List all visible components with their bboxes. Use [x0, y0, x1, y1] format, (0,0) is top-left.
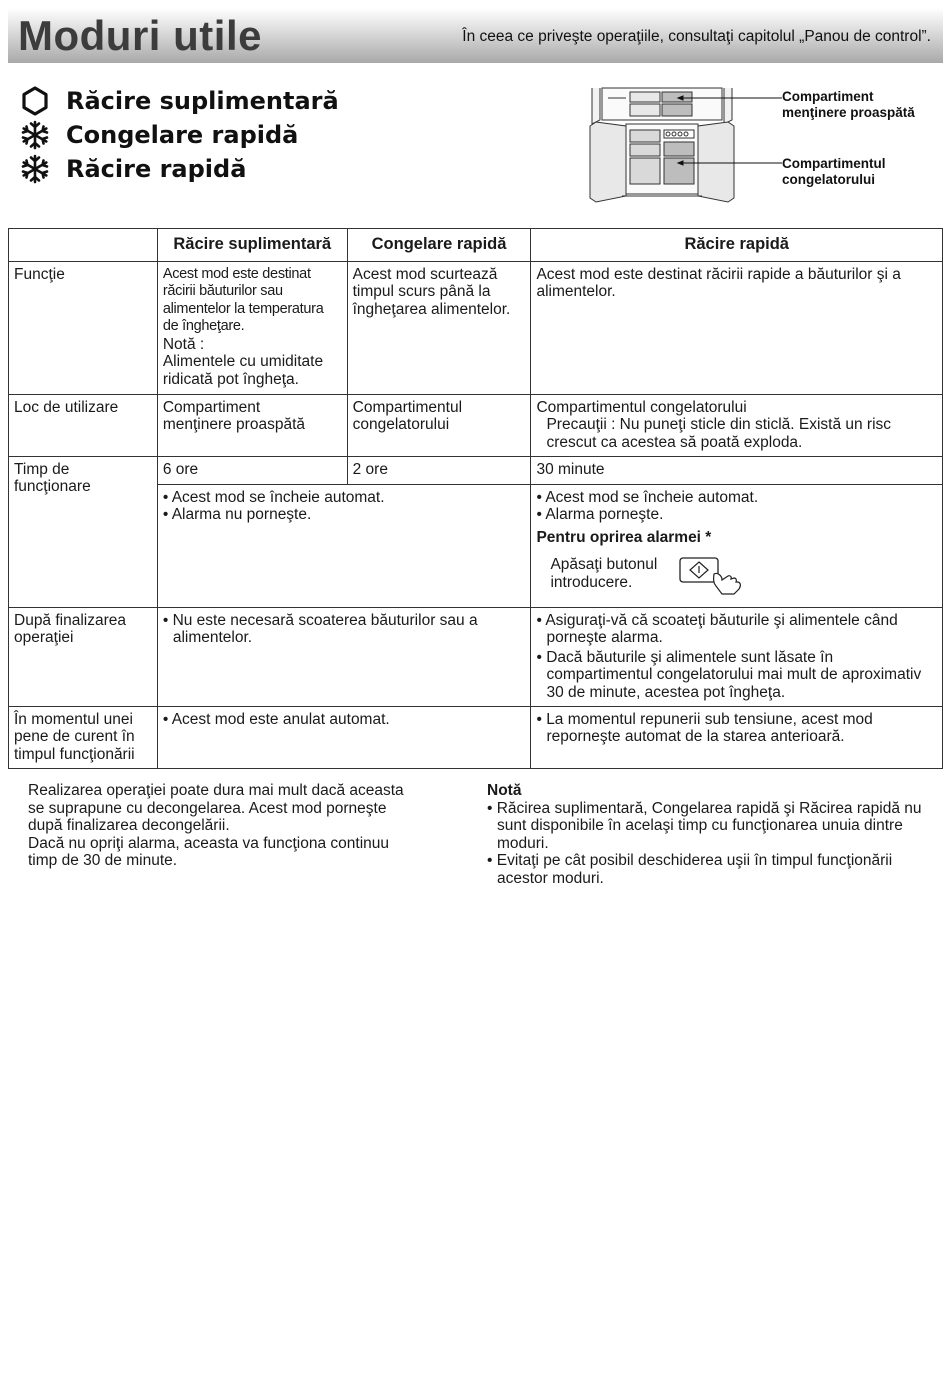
text-line: Acest mod este destinat [162, 265, 311, 282]
bottom-paragraph [28, 782, 448, 870]
note-block [487, 782, 942, 887]
text-line: funcţionare [14, 478, 91, 495]
cell-quick-freeze [347, 261, 531, 394]
mode-label: Congelare rapidă [66, 121, 299, 149]
bullet-item: • Nu este necesară scoaterea băuturilor sau a alimentelor. [163, 612, 526, 647]
cell-quick-cool [531, 607, 943, 706]
bullet-item: • Răcirea suplimentară, Congelarea rapidă şi Răcirea rapidă nu sunt disponibile în acelaşi timp cu funcţionarea unuia dintre moduri. [487, 800, 942, 853]
cell-shared [157, 706, 531, 768]
text-line: Apăsaţi butonul [550, 556, 658, 573]
callout-line: menţinere proaspătă [782, 105, 915, 120]
page-header [8, 8, 943, 63]
mode-label: Răcire suplimentară [66, 87, 339, 115]
text-line: îngheţarea alimentelor. [352, 300, 511, 318]
mode-quick-freeze [20, 118, 339, 152]
text-line: timpul scurs până la [352, 283, 491, 300]
callout-line: congelatorului [782, 172, 876, 187]
mode-list [20, 84, 339, 186]
callout-line: Compartimentul [782, 156, 886, 171]
table-row-power [9, 706, 943, 768]
text-line: Compartiment [162, 398, 261, 416]
table-row-location [9, 394, 943, 456]
text-line: După finalizarea [14, 611, 127, 629]
text-line: Realizarea operaţiei poate dura mai mult dacă aceasta [28, 782, 404, 799]
text-line: introducere. [550, 573, 633, 591]
text-line: Alimentele cu umiditate [162, 353, 324, 370]
bullet-item: • Alarma porneşte. [536, 506, 937, 524]
text-line: congelatorului [352, 416, 450, 433]
cell-quick-cool [531, 484, 943, 607]
callout-line: Compartiment [782, 89, 874, 104]
text-line: Compartimentul [352, 398, 463, 416]
fridge-diagram [586, 86, 786, 206]
table-header-row [9, 229, 943, 262]
cell-quick-cool [531, 706, 943, 768]
mode-label: Răcire rapidă [66, 155, 247, 183]
text-line: ridicată pot îngheţa. [162, 370, 299, 388]
table-header-empty [9, 229, 158, 262]
cell-extra-cooling: 6 ore [157, 456, 347, 484]
text-line: operaţiei [14, 629, 74, 646]
table-header: Congelare rapidă [347, 229, 531, 262]
snowflake-icon [20, 154, 52, 184]
table-header: Răcire suplimentară [157, 229, 347, 262]
table-row-after [9, 607, 943, 706]
bullet-item: • Dacă băuturile şi alimentele sunt lăsate în compartimentul congelatorului mai mult de aproximativ 30 de minute, acestea pot îngheţa. [536, 649, 937, 702]
cell-quick-freeze: 2 ore [347, 456, 531, 484]
bullet-item: • Alarma nu porneşte. [163, 506, 526, 524]
alarm-title: Pentru oprirea alarmei * [536, 528, 712, 546]
row-label: Funcţie [9, 261, 158, 394]
press-text [550, 556, 678, 591]
label-freezer-compartment [782, 156, 886, 188]
text-line: se suprapune cu decongelarea. Acest mod porneşte [28, 799, 387, 817]
cell-quick-cool: 30 minute [531, 456, 943, 484]
caution-text: Precauţii : Nu puneţi sticle din sticlă. Există un risc crescut ca acestea să poată exploda. [546, 416, 892, 451]
text-line: În momentul unei [14, 710, 133, 728]
row-label [9, 456, 158, 607]
row-label [9, 706, 158, 768]
page-title: Moduri utile [18, 12, 262, 59]
header-note: În ceea ce priveşte operaţiile, consultaţi capitolul „Panou de control”. [462, 28, 931, 45]
bullet-item: • Acest mod este anulat automat. [163, 711, 526, 729]
note-title: Notă : [162, 335, 205, 353]
enter-button-icon [678, 556, 748, 596]
table-header: Răcire rapidă [531, 229, 943, 262]
text-line: Compartimentul congelatorului [536, 398, 747, 416]
cell-shared [157, 484, 531, 607]
hexagon-icon [20, 86, 52, 116]
bullet-item: • Evitaţi pe cât posibil deschiderea uşii în timpul funcţionării acestor moduri. [487, 852, 942, 887]
text-line: menţinere proaspătă [162, 416, 305, 433]
text-line: de îngheţare. [162, 318, 245, 334]
cell-quick-cool: Acest mod este destinat răcirii rapide a băuturilor şi a alimentelor. [531, 261, 943, 394]
label-fresh-compartment [782, 89, 915, 121]
text-line: Acest mod scurtează [352, 265, 498, 283]
text-line: Timp de [14, 460, 70, 478]
cell-extra-cooling [157, 394, 347, 456]
table-row-time [9, 456, 943, 484]
text-line: timp de 30 de minute. [28, 852, 178, 869]
bullet-item: • Asiguraţi-vă că scoateţi băuturile şi alimentele când porneşte alarma. [536, 612, 937, 647]
snowflake-icon [20, 120, 52, 150]
row-label: Loc de utilizare [9, 394, 158, 456]
cell-quick-freeze [347, 394, 531, 456]
table-row-function [9, 261, 943, 394]
cell-extra-cooling [157, 261, 347, 394]
text-line: pene de curent în [14, 728, 135, 745]
text-line: Dacă nu opriţi alarma, aceasta va funcţiona continuu [28, 834, 390, 852]
bullet-item: • Acest mod se încheie automat. [536, 489, 937, 507]
cell-quick-cool [531, 394, 943, 456]
note-title: Notă [487, 782, 522, 799]
bullet-item: • Acest mod se încheie automat. [163, 489, 526, 507]
mode-quick-cool [20, 152, 339, 186]
text-line: alimentelor la temperatura [162, 300, 324, 317]
row-label [9, 607, 158, 706]
cell-shared [157, 607, 531, 706]
modes-table [8, 228, 943, 769]
text-line: timpul funcţionării [14, 745, 135, 763]
text-line: răcirii băuturilor sau [162, 283, 283, 299]
bullet-item: • La momentul repunerii sub tensiune, acest mod reporneşte automat de la starea anterioară. [536, 711, 937, 746]
text-line: după finalizarea decongelării. [28, 817, 230, 834]
press-instruction [536, 556, 937, 596]
mode-extra-cooling [20, 84, 339, 118]
